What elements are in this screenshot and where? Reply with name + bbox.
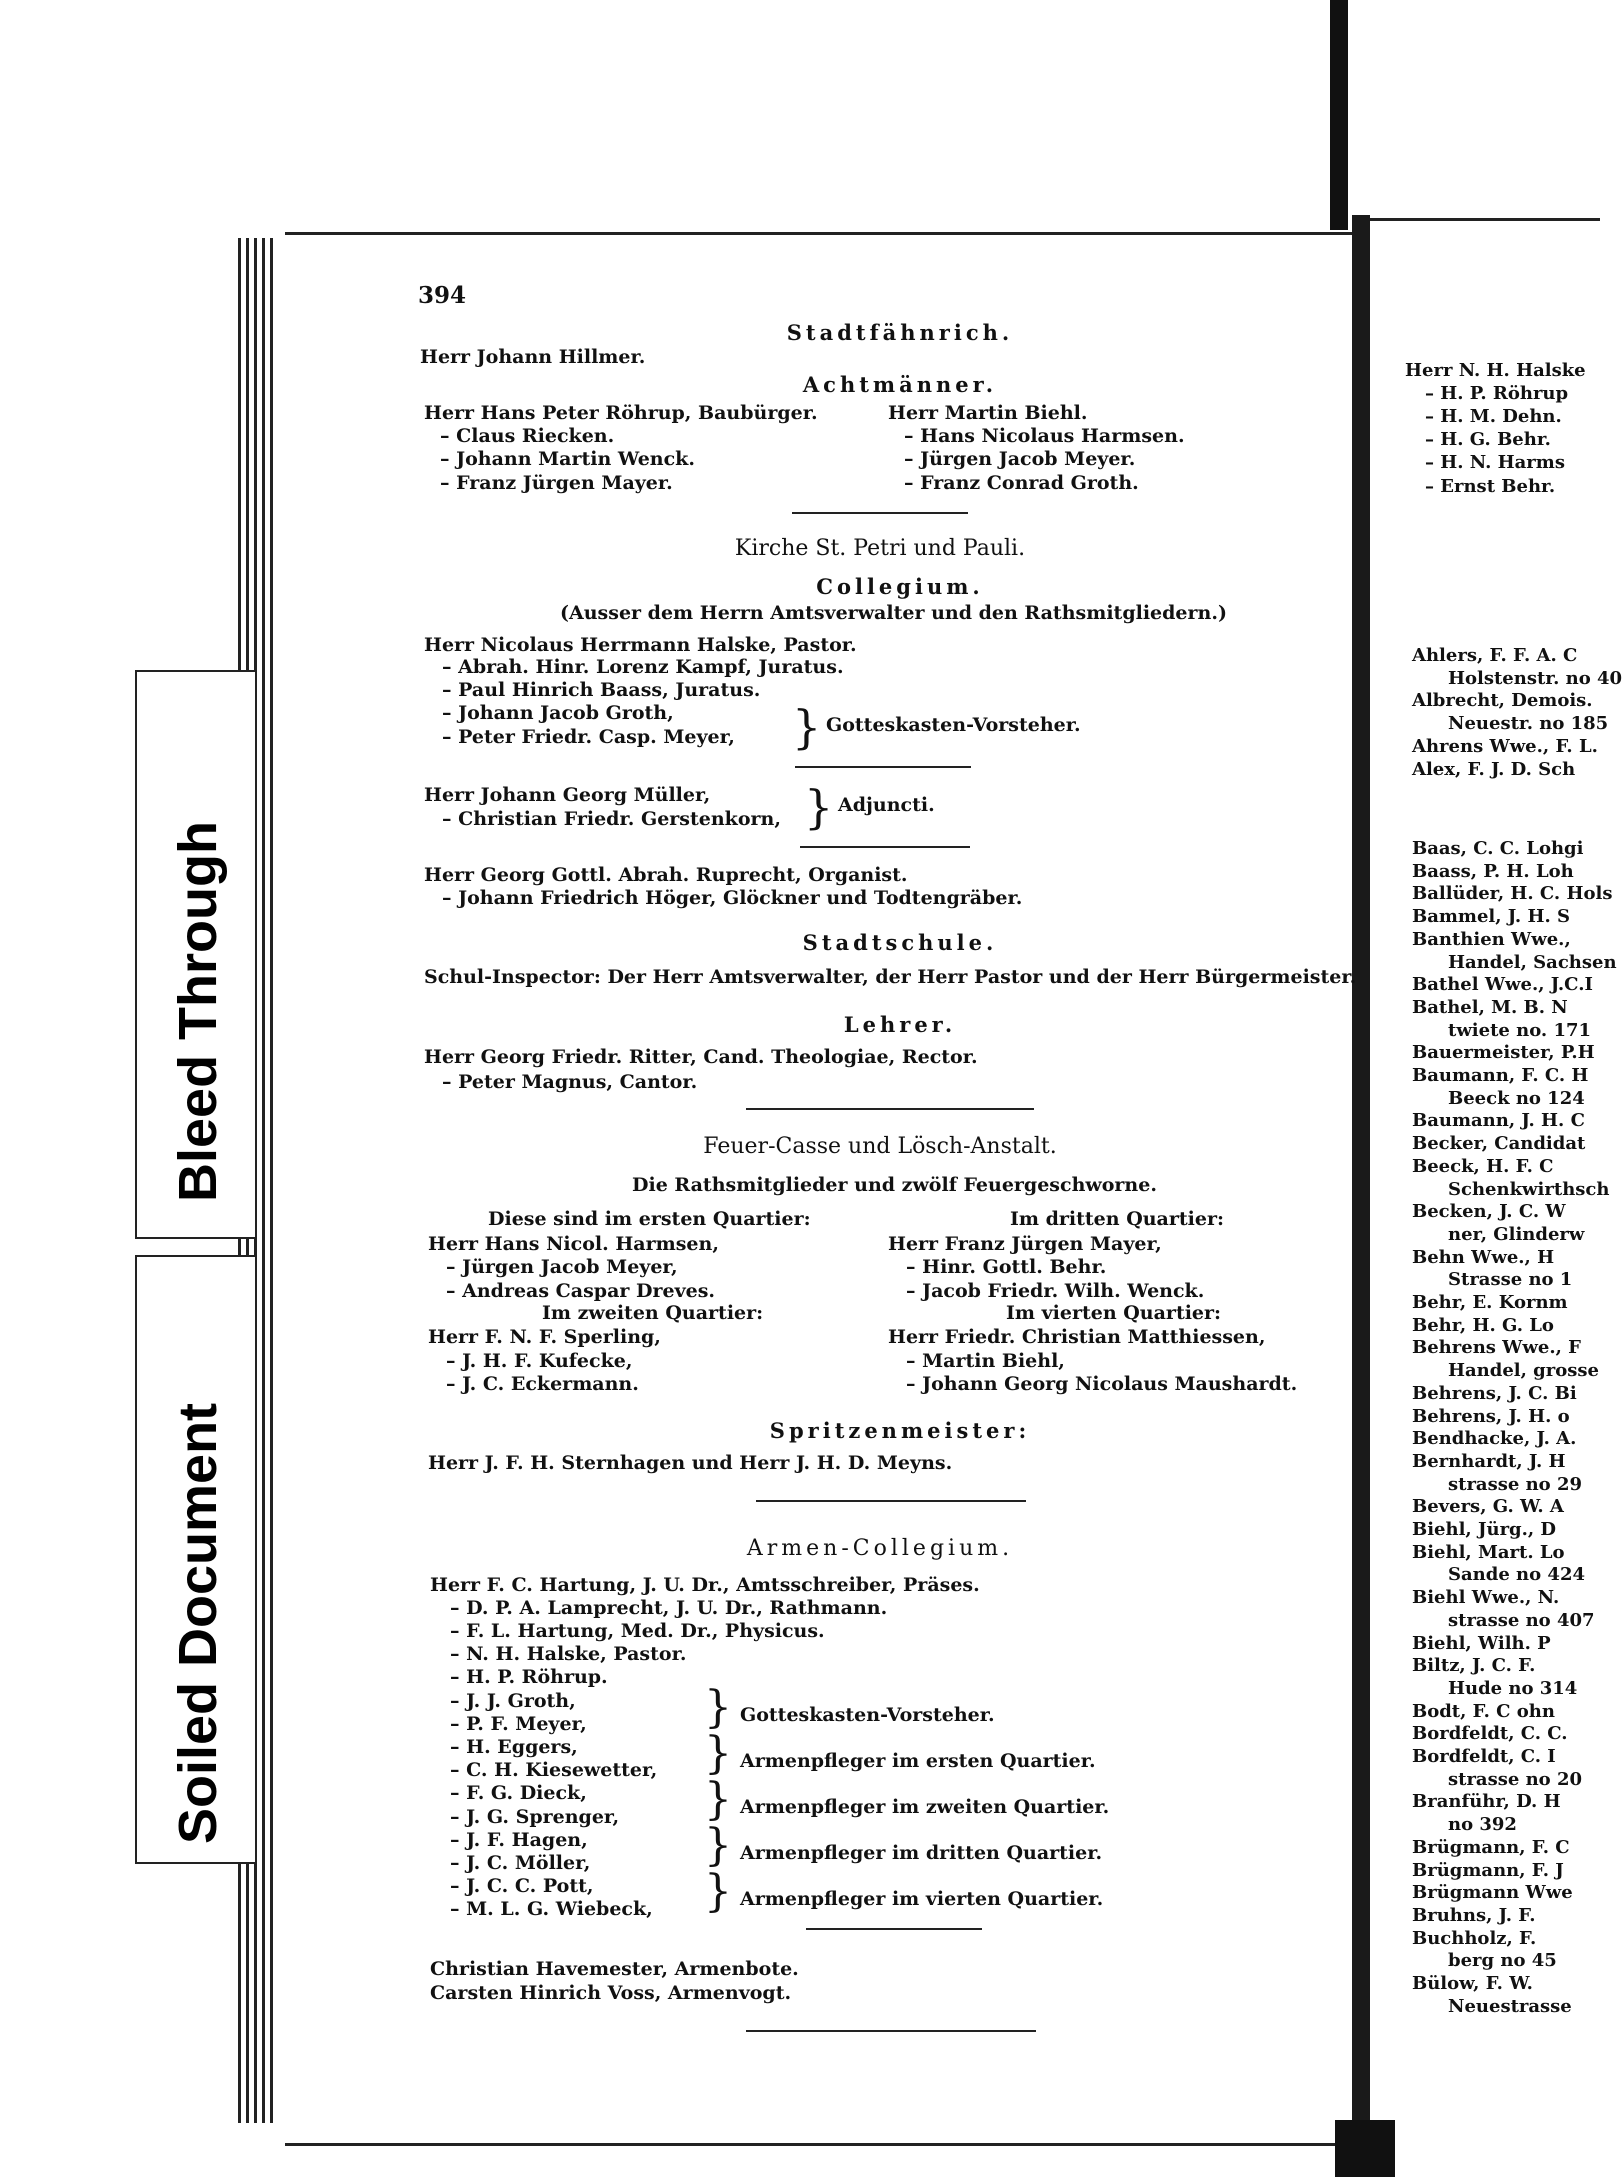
heading-spritzenmeister: Spritzenmeister: [769, 1418, 1031, 1443]
q2-member-2: – J. H. F. Kufecke, [446, 1350, 633, 1372]
divider [800, 846, 970, 848]
right-index-entry: Baumann, J. H. C [1412, 1110, 1585, 1131]
brace: } [704, 1774, 732, 1825]
heading-lehrer: Lehrer. [843, 1012, 957, 1037]
right-index-entry: Handel, grosse [1448, 1360, 1599, 1381]
teacher-1: Herr Georg Friedr. Ritter, Cand. Theologiae, Rector. [424, 1046, 978, 1068]
right-index-entry: Bauermeister, P.H [1412, 1042, 1595, 1063]
armen-role-4: Armenpfleger im dritten Quartier. [740, 1842, 1103, 1864]
right-index-entry: Bodt, F. C ohn [1412, 1701, 1555, 1722]
right-index-entry: twiete no. 171 [1448, 1020, 1592, 1041]
feuer-subtitle: Die Rathsmitglieder und zwölf Feuergeschworne. [632, 1174, 1157, 1196]
q3-heading: Im dritten Quartier: [1010, 1208, 1224, 1230]
divider [756, 1500, 1026, 1502]
right-index-entry: Alex, F. J. D. Sch [1412, 759, 1576, 780]
adjuncti-member-1: Herr Johann Georg Müller, [424, 784, 711, 806]
dark-edge [1330, 0, 1348, 230]
armen-member-3: – F. L. Hartung, Med. Dr., Physicus. [450, 1620, 825, 1642]
right-index-entry: Baass, P. H. Loh [1412, 861, 1574, 882]
right-index-entry: Handel, Sachsen [1448, 952, 1617, 973]
right-index-entry: Bordfeldt, C. C. [1412, 1723, 1568, 1744]
achtmaenner-left-4: – Franz Jürgen Mayer. [440, 472, 673, 494]
right-index-entry: Biltz, J. C. F. [1412, 1655, 1536, 1676]
right-top-2: – H. P. Röhrup [1425, 383, 1569, 404]
armen-member-12: – J. F. Hagen, [450, 1829, 588, 1851]
heading-stadtschule: Stadtschule. [802, 930, 998, 955]
right-top-1: Herr N. H. Halske [1405, 360, 1586, 381]
right-index-entry: Buchholz, F. [1412, 1928, 1537, 1949]
right-index-entry: Hude no 314 [1448, 1678, 1578, 1699]
q3-member-3: – Jacob Friedr. Wilh. Wenck. [906, 1280, 1205, 1302]
achtmaenner-right-1: Herr Martin Biehl. [888, 402, 1088, 424]
armen-member-7: – P. F. Meyer, [450, 1713, 587, 1735]
achtmaenner-left-3: – Johann Martin Wenck. [440, 448, 695, 470]
achtmaenner-left-1: Herr Hans Peter Röhrup, Baubürger. [424, 402, 818, 424]
right-index-entry: Bammel, J. H. S [1412, 906, 1570, 927]
q2-heading: Im zweiten Quartier: [542, 1302, 764, 1324]
right-index-entry: berg no 45 [1448, 1950, 1557, 1971]
armen-member-9: – C. H. Kiesewetter, [450, 1759, 658, 1781]
heading-feuer: Feuer-Casse und Lösch-Anstalt. [703, 1134, 1057, 1159]
armen-member-2: – D. P. A. Lamprecht, J. U. Dr., Rathmann. [450, 1597, 888, 1619]
right-index-entry: no 392 [1448, 1814, 1517, 1835]
right-index-entry: strasse no 29 [1448, 1474, 1582, 1495]
page-edge-line [270, 238, 273, 2123]
organist: Herr Georg Gottl. Abrah. Ruprecht, Organist. [424, 864, 908, 886]
achtmaenner-right-3: – Jürgen Jacob Meyer. [904, 448, 1136, 470]
right-index-entry: Bathel, M. B. N [1412, 997, 1568, 1018]
right-index-entry: Banthien Wwe., [1412, 929, 1571, 950]
brace: } [704, 1866, 732, 1917]
kirche-member-1: Herr Nicolaus Herrmann Halske, Pastor. [424, 634, 857, 656]
right-top-6: – Ernst Behr. [1425, 476, 1556, 497]
right-index-entry: Baas, C. C. Lohgi [1412, 838, 1584, 859]
right-index-entry: Neuestrasse [1448, 1996, 1572, 2017]
q3-member-2: – Hinr. Gottl. Behr. [906, 1256, 1107, 1278]
armen-member-1: Herr F. C. Hartung, J. U. Dr., Amtsschreiber, Präses. [430, 1574, 980, 1596]
kirche-member-2: – Abrah. Hinr. Lorenz Kampf, Juratus. [442, 656, 844, 678]
armen-member-13: – J. C. Möller, [450, 1852, 591, 1874]
right-index-entry: Bernhardt, J. H [1412, 1451, 1566, 1472]
right-index-entry: Behrens Wwe., F [1412, 1337, 1581, 1358]
armen-role-3: Armenpfleger im zweiten Quartier. [740, 1796, 1110, 1818]
armen-member-4: – N. H. Halske, Pastor. [450, 1643, 687, 1665]
right-index-entry: Behn Wwe., H [1412, 1247, 1555, 1268]
q1-member-3: – Andreas Caspar Dreves. [446, 1280, 716, 1302]
armen-member-11: – J. G. Sprenger, [450, 1806, 620, 1828]
adjuncti-label: Adjuncti. [838, 794, 935, 816]
right-index-entry: Strasse no 1 [1448, 1269, 1573, 1290]
armen-member-5: – H. P. Röhrup. [450, 1666, 608, 1688]
armen-role-5: Armenpfleger im vierten Quartier. [740, 1888, 1104, 1910]
right-index-entry: Baumann, F. C. H [1412, 1065, 1589, 1086]
right-index-entry: Beeck, H. F. C [1412, 1156, 1554, 1177]
adjuncti-member-2: – Christian Friedr. Gerstenkorn, [442, 808, 781, 830]
right-index-entry: Albrecht, Demois. [1412, 690, 1593, 711]
kirche-member-4: – Johann Jacob Groth, [442, 702, 674, 724]
right-index-entry: Branführ, D. H [1412, 1791, 1561, 1812]
armen-member-6: – J. J. Groth, [450, 1690, 576, 1712]
bleed-through-tab [135, 670, 257, 1239]
achtmaenner-right-2: – Hans Nicolaus Harmsen. [904, 425, 1185, 447]
right-index-entry: Bruhns, J. F. [1412, 1905, 1536, 1926]
achtmaenner-right-4: – Franz Conrad Groth. [904, 472, 1139, 494]
right-index-entry: Becken, J. C. W [1412, 1201, 1566, 1222]
kirche-gotteskasten: Gotteskasten-Vorsteher. [826, 714, 1081, 736]
right-index-entry: Bendhacke, J. A. [1412, 1428, 1577, 1449]
armen-member-14: – J. C. C. Pott, [450, 1875, 594, 1897]
right-index-entry: Bordfeldt, C. I [1412, 1746, 1556, 1767]
spritzenmeister: Herr J. F. H. Sternhagen und Herr J. H. D. Meyns. [428, 1452, 953, 1474]
gloeckner: – Johann Friedrich Höger, Glöckner und Todtengräber. [442, 887, 1023, 909]
collegium-note: (Ausser dem Herrn Amtsverwalter und den Rathsmitgliedern.) [560, 602, 1227, 624]
right-index-entry: Beeck no 124 [1448, 1088, 1585, 1109]
divider [746, 2030, 1036, 2032]
q3-member-1: Herr Franz Jürgen Mayer, [888, 1233, 1162, 1255]
right-top-3: – H. M. Dehn. [1425, 406, 1562, 427]
soiled-document-tab [135, 1255, 257, 1864]
soiled-document-label: Soiled Document [168, 1402, 228, 1844]
right-index-entry: Biehl Wwe., N. [1412, 1587, 1560, 1608]
right-index-entry: Biehl, Wilh. P [1412, 1633, 1551, 1654]
armen-member-8: – H. Eggers, [450, 1736, 578, 1758]
q4-member-3: – Johann Georg Nicolaus Maushardt. [906, 1373, 1298, 1395]
page-gutter [1352, 215, 1370, 2145]
right-top-4: – H. G. Behr. [1425, 429, 1551, 450]
right-index-entry: Sande no 424 [1448, 1564, 1585, 1585]
divider [792, 512, 968, 514]
heading-achtmaenner: Achtmänner. [802, 372, 998, 397]
heading-armen: Armen-Collegium. [746, 1536, 1014, 1561]
right-index-entry: Ahrens Wwe., F. L. [1412, 736, 1598, 757]
armen-role-2: Armenpfleger im ersten Quartier. [740, 1750, 1096, 1772]
right-index-entry: Bülow, F. W. [1412, 1973, 1533, 1994]
right-index-entry: Brügmann, F. J [1412, 1860, 1564, 1881]
right-index-entry: Bevers, G. W. A [1412, 1496, 1564, 1517]
teacher-2: – Peter Magnus, Cantor. [442, 1071, 698, 1093]
divider [795, 766, 971, 768]
brace: } [704, 1728, 732, 1779]
kirche-member-5: – Peter Friedr. Casp. Meyer, [442, 726, 735, 748]
right-index-entry: Brügmann Wwe [1412, 1882, 1573, 1903]
armenvogt: Carsten Hinrich Voss, Armenvogt. [430, 1982, 792, 2004]
right-index-entry: strasse no 407 [1448, 1610, 1595, 1631]
page-number: 394 [418, 282, 467, 309]
q4-member-1: Herr Friedr. Christian Matthiessen, [888, 1326, 1266, 1348]
right-index-entry: Bathel Wwe., J.C.I [1412, 974, 1593, 995]
right-index-entry: Ahlers, F. F. A. C [1412, 645, 1578, 666]
stadtfaehnrich-name: Herr Johann Hillmer. [420, 346, 646, 368]
right-index-entry: ner, Glinderw [1448, 1224, 1585, 1245]
armen-member-10: – F. G. Dieck, [450, 1782, 587, 1804]
q1-member-1: Herr Hans Nicol. Harmsen, [428, 1233, 719, 1255]
right-index-entry: Ballüder, H. C. Hols [1412, 883, 1613, 904]
right-index-entry: Biehl, Jürg., D [1412, 1519, 1557, 1540]
q4-member-2: – Martin Biehl, [906, 1350, 1065, 1372]
heading-collegium: Collegium. [816, 574, 984, 599]
right-index-entry: Becker, Candidat [1412, 1133, 1586, 1154]
bleed-through-label: Bleed Through [168, 821, 228, 1202]
brace: } [792, 700, 822, 754]
right-top-5: – H. N. Harms [1425, 452, 1565, 473]
divider [806, 1928, 982, 1930]
divider [746, 1108, 1034, 1110]
q1-heading: Diese sind im ersten Quartier: [488, 1208, 811, 1230]
brace: } [704, 1682, 732, 1733]
right-index-entry: Behr, E. Kornm [1412, 1292, 1568, 1313]
heading-kirche: Kirche St. Petri und Pauli. [734, 536, 1026, 561]
q4-heading: Im vierten Quartier: [1006, 1302, 1222, 1324]
right-index-entry: Behrens, J. H. o [1412, 1406, 1570, 1427]
right-index-entry: Neuestr. no 185 [1448, 713, 1609, 734]
brace: } [804, 780, 834, 834]
right-index-entry: Holstenstr. no 40 [1448, 668, 1622, 689]
heading-stadtfaehnrich: Stadtfähnrich. [786, 320, 1014, 345]
armenbote: Christian Havemester, Armenbote. [430, 1958, 799, 1980]
page-edge-line [262, 238, 265, 2123]
right-index-entry: Biehl, Mart. Lo [1412, 1542, 1565, 1563]
q2-member-1: Herr F. N. F. Sperling, [428, 1326, 661, 1348]
right-index-entry: Behrens, J. C. Bi [1412, 1383, 1577, 1404]
right-index-entry: Behr, H. G. Lo [1412, 1315, 1554, 1336]
achtmaenner-left-2: – Claus Riecken. [440, 425, 615, 447]
armen-member-15: – M. L. G. Wiebeck, [450, 1898, 653, 1920]
brace: } [704, 1820, 732, 1871]
right-index-entry: Brügmann, F. C [1412, 1837, 1570, 1858]
q2-member-3: – J. C. Eckermann. [446, 1373, 639, 1395]
armen-role-1: Gotteskasten-Vorsteher. [740, 1704, 995, 1726]
right-index-entry: strasse no 20 [1448, 1769, 1582, 1790]
kirche-member-3: – Paul Hinrich Baass, Juratus. [442, 679, 761, 701]
schul-inspector: Schul-Inspector: Der Herr Amtsverwalter, der Herr Pastor und der Herr Bürgermeister. [424, 966, 1357, 988]
q1-member-2: – Jürgen Jacob Meyer, [446, 1256, 678, 1278]
right-index-entry: Schenkwirthsch [1448, 1179, 1610, 1200]
dark-edge-bottom [1335, 2120, 1395, 2177]
